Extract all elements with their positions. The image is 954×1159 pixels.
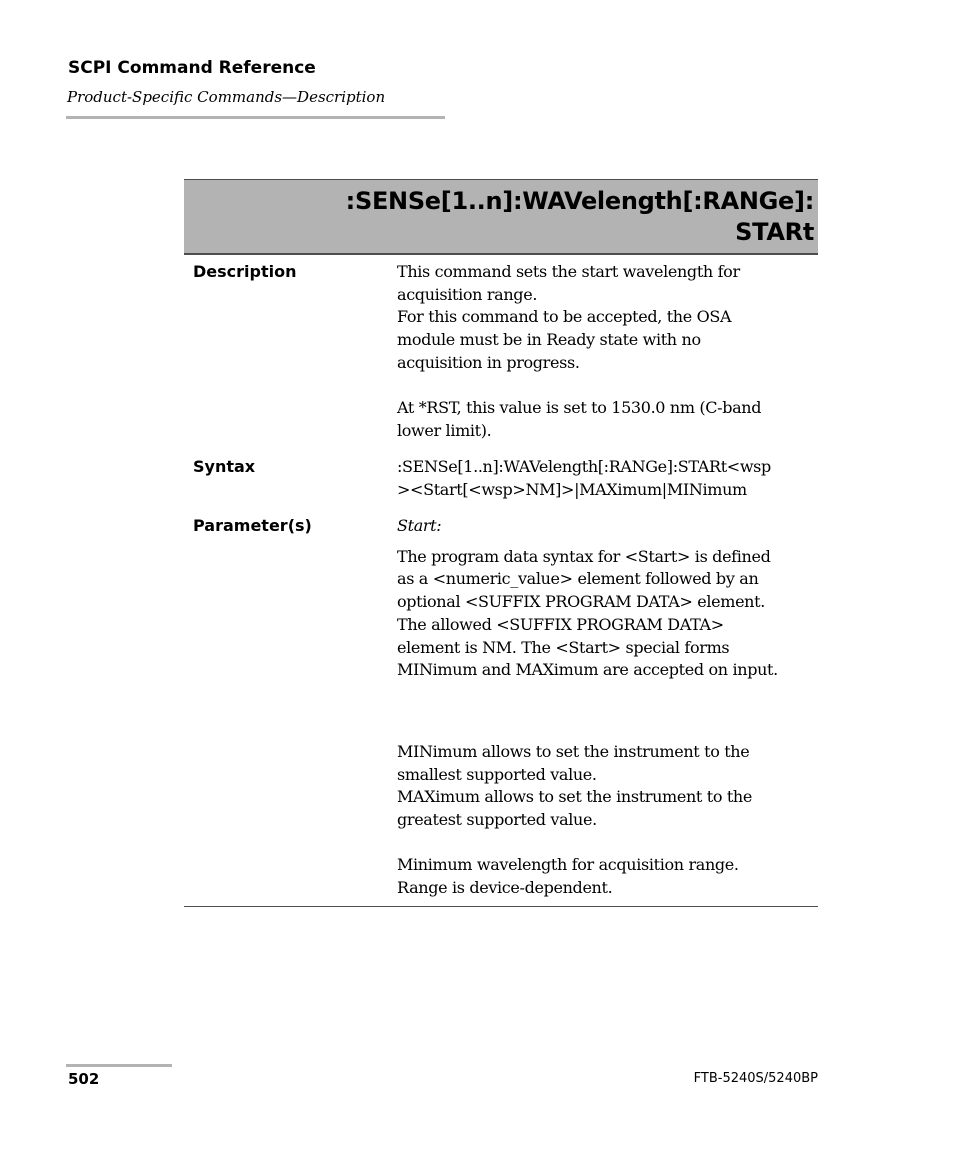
parameters-text bbox=[397, 515, 822, 900]
parameter-line: Minimum wavelength for acquisition range. bbox=[397, 855, 739, 875]
footer-divider bbox=[66, 1064, 172, 1067]
parameter-name: Start: bbox=[397, 516, 442, 535]
parameter-line: The allowed <SUFFIX PROGRAM DATA> bbox=[397, 614, 724, 634]
parameter-line: as a <numeric_value> element followed by an bbox=[397, 569, 759, 589]
parameter-line: greatest supported value. bbox=[397, 810, 597, 830]
running-header-title: SCPI Command Reference bbox=[68, 58, 316, 78]
description-line: acquisition in progress. bbox=[397, 352, 580, 372]
parameter-line: The program data syntax for <Start> is defined bbox=[397, 546, 771, 566]
description-text bbox=[397, 261, 822, 443]
description-line: lower limit). bbox=[397, 420, 492, 440]
syntax-line: :SENSe[1..n]:WAVelength[:RANGe]:STARt<wsp bbox=[397, 457, 771, 476]
command-heading bbox=[184, 179, 818, 255]
description-line: acquisition range. bbox=[397, 284, 538, 304]
table-bottom-rule bbox=[184, 906, 818, 907]
command-heading-line-2: STARt bbox=[735, 217, 814, 246]
description-label: Description bbox=[193, 262, 297, 281]
header-divider bbox=[66, 116, 445, 119]
product-model: FTB-5240S/5240BP bbox=[693, 1071, 818, 1086]
command-heading-line-1: :SENSe[1..n]:WAVelength[:RANGe]: bbox=[345, 186, 814, 215]
page-number: 502 bbox=[68, 1070, 100, 1088]
description-line: This command sets the start wavelength for bbox=[397, 262, 740, 281]
parameter-line: smallest supported value. bbox=[397, 764, 597, 784]
parameter-line: MINimum and MAXimum are accepted on input. bbox=[397, 660, 778, 680]
syntax-text bbox=[397, 456, 822, 501]
description-line: At *RST, this value is set to 1530.0 nm (C-band bbox=[397, 398, 762, 418]
description-line: module must be in Ready state with no bbox=[397, 330, 701, 350]
running-header-subtitle: Product-Specific Commands—Description bbox=[67, 88, 386, 106]
parameter-line: element is NM. The <Start> special forms bbox=[397, 637, 730, 657]
parameter-line: MAXimum allows to set the instrument to the bbox=[397, 787, 752, 807]
syntax-label: Syntax bbox=[193, 457, 256, 476]
syntax-line: ><Start[<wsp>NM]>|MAXimum|MINimum bbox=[397, 479, 747, 499]
description-line: For this command to be accepted, the OSA bbox=[397, 307, 732, 327]
parameter-line: MINimum allows to set the instrument to the bbox=[397, 741, 750, 761]
command-table bbox=[184, 179, 818, 898]
parameter-line: optional <SUFFIX PROGRAM DATA> element. bbox=[397, 592, 765, 612]
parameter-line: Range is device-dependent. bbox=[397, 878, 613, 898]
parameters-label: Parameter(s) bbox=[193, 516, 312, 535]
